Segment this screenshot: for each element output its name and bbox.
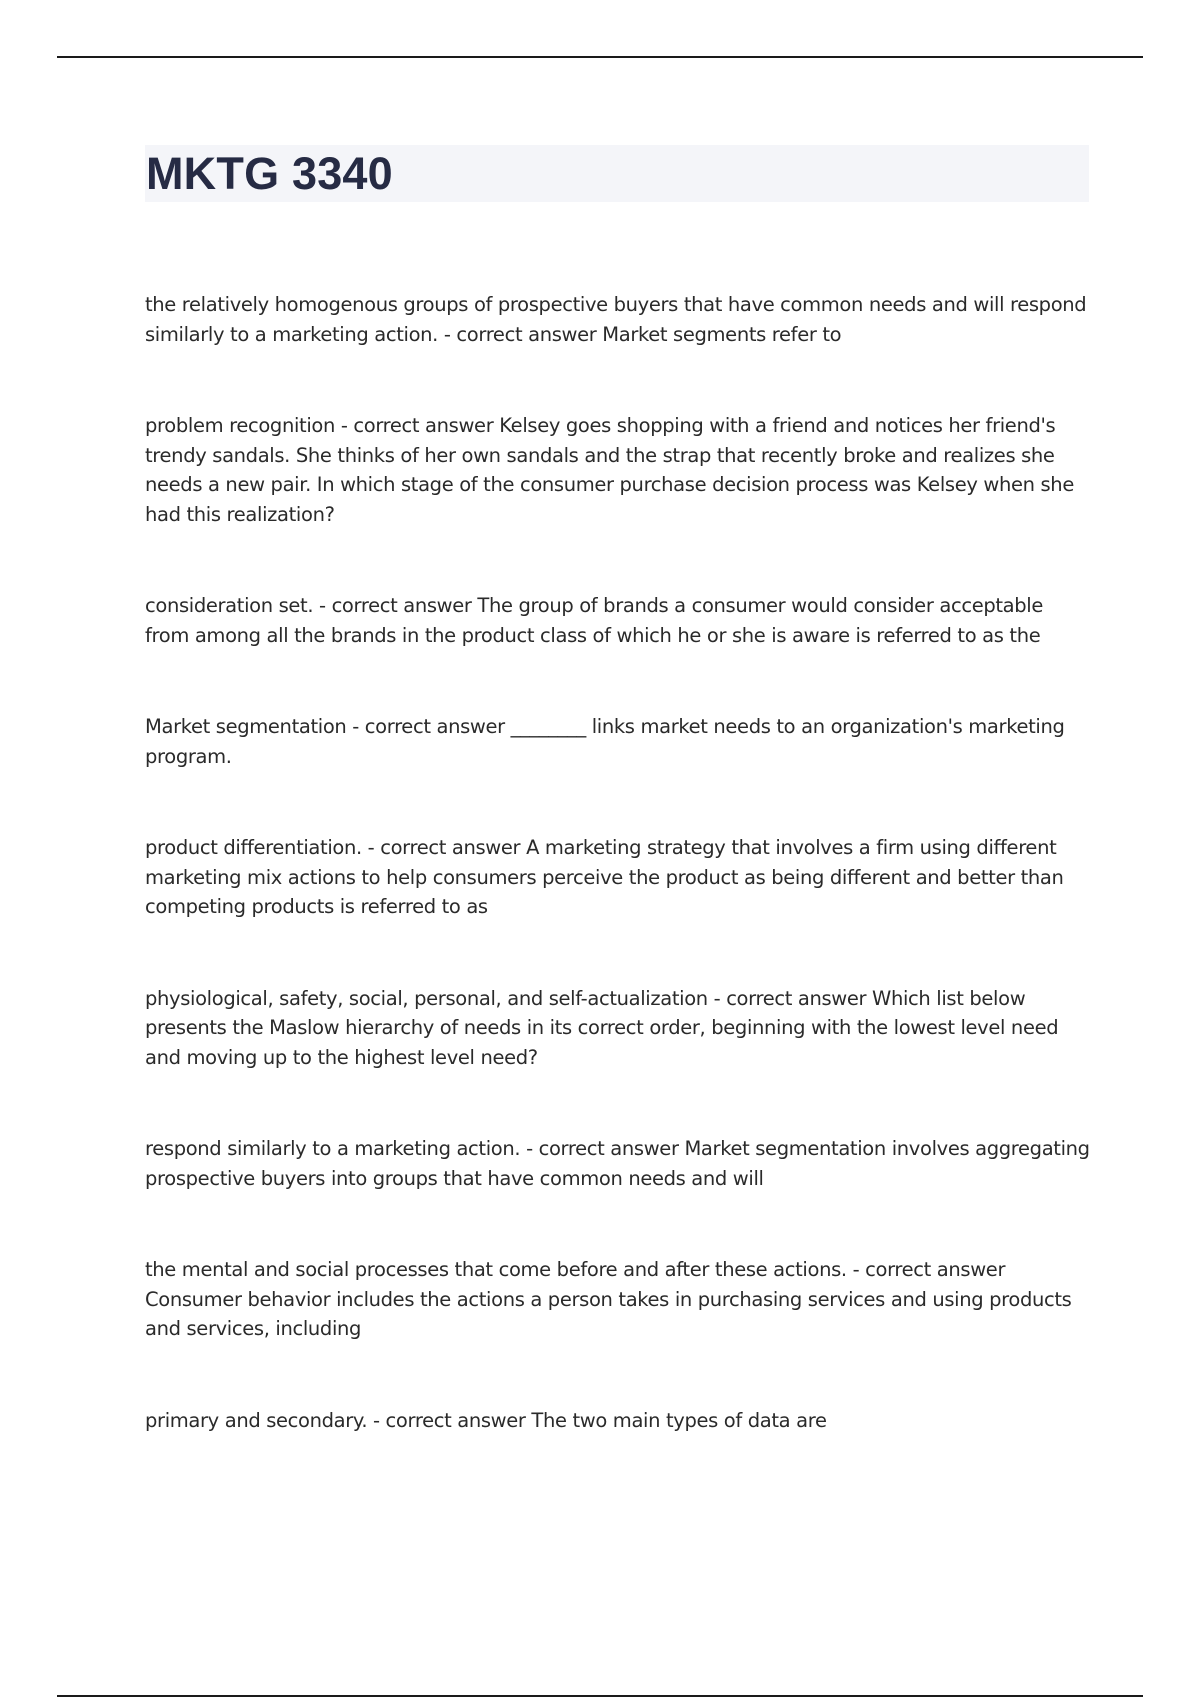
qa-item-7: respond similarly to a marketing action. - correct answer Market segmentation involves aggregating prospective buyers into groups that have common needs and will: [145, 1137, 1090, 1190]
qa-item-4: Market segmentation - correct answer ________ links market needs to an organization's marketing program.: [145, 715, 1065, 768]
title-bar: [145, 145, 1089, 202]
qa-item-9: primary and secondary. - correct answer The two main types of data are: [145, 1408, 827, 1432]
qa-item-8: the mental and social processes that come before and after these actions. - correct answer Consumer behavior includes the actions a person takes in purchasing services and using products and services, including: [145, 1258, 1072, 1340]
qa-item-6: physiological, safety, social, personal, and self-actualization - correct answer Which list below presents the Maslow hierarchy of needs in its correct order, beginning with the lowest level need and moving up to the highest level need?: [145, 986, 1059, 1069]
document-title: MKTG 3340: [146, 148, 393, 199]
qa-item-5: product differentiation. - correct answer A marketing strategy that involves a firm using different marketing mix actions to help consumers perceive the product as being different and better than competing products is referred to as: [145, 836, 1064, 918]
qa-item-1: the relatively homogenous groups of prospective buyers that have common needs and will respond similarly to a marketing action. - correct answer Market segments refer to: [145, 293, 1087, 346]
qa-list: [145, 290, 1090, 1497]
qa-item-3: consideration set. - correct answer The group of brands a consumer would consider acceptable from among all the brands in the product class of which he or she is aware is referred to as the: [145, 594, 1044, 647]
qa-item-2: problem recognition - correct answer Kelsey goes shopping with a friend and notices her friend's trendy sandals. She thinks of her own sandals and the strap that recently broke and realizes she needs a new pair. In which stage of the consumer purchase decision process was Kelsey when she had this realization?: [145, 414, 1074, 526]
bottom-rule: [57, 1695, 1143, 1697]
top-rule: [57, 56, 1143, 58]
